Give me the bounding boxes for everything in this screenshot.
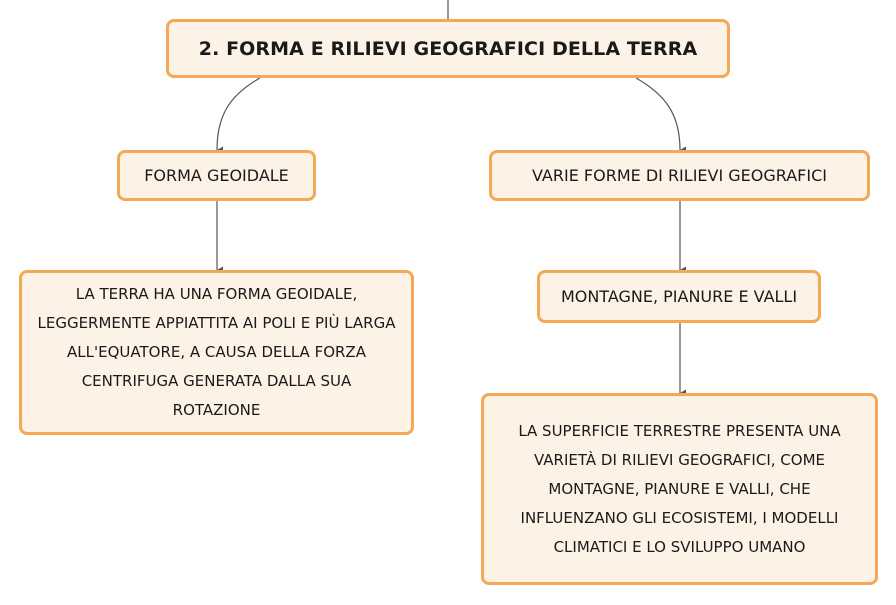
connector-root-to-forma-geoidale <box>217 78 260 150</box>
forma-geoidale-detail-node[interactable] <box>19 270 414 435</box>
root-node[interactable] <box>166 19 730 78</box>
connector-root-to-varie-forme <box>636 78 680 150</box>
varie-forme-label: VARIE FORME DI RILIEVI GEOGRAFICI <box>532 166 827 185</box>
forma-geoidale-label: FORMA GEOIDALE <box>144 166 289 185</box>
forma-geoidale-detail-text: LA TERRA HA UNA FORMA GEOIDALE, LEGGERMENTE APPIATTITA AI POLI E PIÙ LARGA ALL'EQUATORE, A CAUSA DELLA FORZA CENTRIFUGA GENERATA DALLA SUA ROTAZIONE <box>37 285 396 419</box>
varie-forme-node[interactable] <box>489 150 870 201</box>
superficie-terrestre-detail-text: LA SUPERFICIE TERRESTRE PRESENTA UNA VARIETÀ DI RILIEVI GEOGRAFICI, COME MONTAGNE, PIANURE E VALLI, CHE INFLUENZANO GLI ECOSISTEMI, I MODELLI CLIMATICI E LO SVILUPPO UMANO <box>518 421 841 556</box>
forma-geoidale-node[interactable] <box>117 150 316 201</box>
montagne-pianure-valli-label: MONTAGNE, PIANURE E VALLI <box>560 287 798 306</box>
montagne-pianure-valli-node[interactable] <box>537 270 821 323</box>
superficie-terrestre-detail-node[interactable] <box>481 393 878 585</box>
root-node-label: 2. FORMA E RILIEVI GEOGRAFICI DELLA TERRA <box>198 37 698 60</box>
